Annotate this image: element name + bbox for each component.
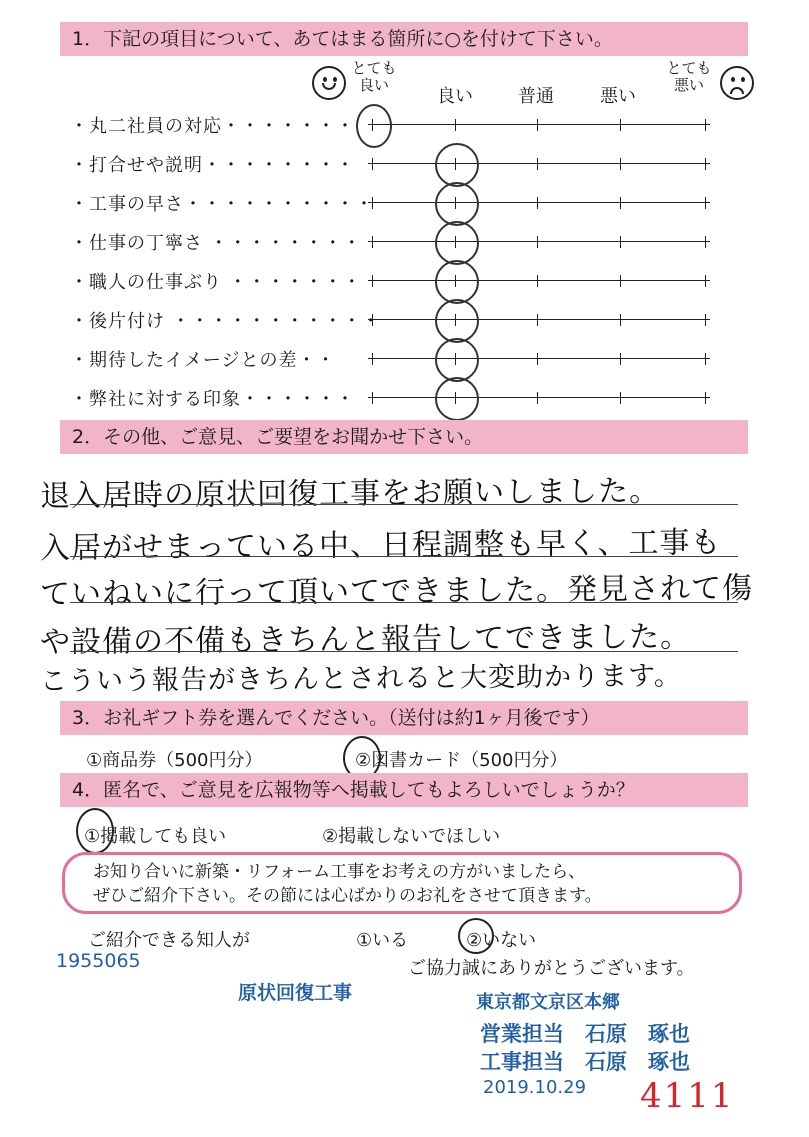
rating-scale-line <box>368 319 710 320</box>
rating-tick-bad[interactable] <box>620 275 621 287</box>
rating-tick-very-good[interactable] <box>372 197 373 209</box>
rating-item-label: ・打合せや説明・・・・・・・・ <box>70 155 355 176</box>
referral-option-yes[interactable]: ①いる <box>356 930 409 951</box>
anonymous-option-allow[interactable]: ①掲載しても良い <box>84 826 227 847</box>
rating-tick-very-bad[interactable] <box>705 119 706 131</box>
scale-very-good: とても 良い <box>351 59 397 94</box>
referral-notice <box>62 852 742 914</box>
thanks-message: ご協力誠にありがとうございます。 <box>408 958 695 979</box>
rating-tick-average[interactable] <box>537 275 538 287</box>
section-1-header: 1．下記の項目について、あてはまる箇所に○を付けて下さい。 <box>60 22 748 56</box>
rating-scale-line <box>368 124 710 125</box>
rating-tick-average[interactable] <box>537 197 538 209</box>
rating-item-label: ・仕事の丁寧さ ・・・・・・・・ <box>70 233 362 254</box>
gift-option-gift-card[interactable]: ①商品券（500円分） <box>86 750 263 771</box>
rating-selection-circle <box>435 377 479 421</box>
rating-item-label: ・弊社に対する印象・・・・・・ <box>70 389 355 410</box>
rating-tick-bad[interactable] <box>620 119 621 131</box>
sales-rep-stamp: 営業担当 石原 琢也 <box>480 1022 690 1046</box>
gift-option-book-card[interactable]: ②図書カード（500円分） <box>355 750 568 771</box>
job-type: 原状回復工事 <box>238 982 353 1004</box>
comment-rule <box>70 556 738 557</box>
rating-tick-average[interactable] <box>537 314 538 326</box>
rating-tick-average[interactable] <box>537 236 538 248</box>
selection-circle <box>458 918 494 954</box>
comment-rule <box>70 602 738 603</box>
rating-tick-very-bad[interactable] <box>705 392 706 404</box>
selection-circle <box>76 808 114 854</box>
section-2-header: 2．その他、ご意見、ご要望をお聞かせ下さい。 <box>60 420 748 454</box>
rating-selection-circle <box>435 299 479 343</box>
comment-rule <box>70 504 738 505</box>
rating-selection-circle <box>435 221 479 265</box>
scale-good: 良い <box>437 86 473 107</box>
rating-tick-average[interactable] <box>537 392 538 404</box>
comment-line-3: ていねいに行って頂いてできました。発見されて傷 <box>39 570 754 613</box>
comment-line-1: 退入居時の原状回復工事をお願いしました。 <box>39 473 661 515</box>
rating-tick-bad[interactable] <box>620 197 621 209</box>
construction-rep-stamp: 工事担当 石原 琢也 <box>480 1050 690 1074</box>
rating-tick-very-bad[interactable] <box>705 314 706 326</box>
rating-tick-average[interactable] <box>537 353 538 365</box>
rating-tick-very-good[interactable] <box>372 236 373 248</box>
rating-tick-very-good[interactable] <box>372 353 373 365</box>
rating-scale-line <box>368 280 710 281</box>
scale-very-bad: とても 悪い <box>666 59 712 94</box>
rating-scale-line <box>368 397 710 398</box>
rating-selection-circle <box>435 338 479 382</box>
rating-scale-line <box>368 241 710 242</box>
rating-tick-bad[interactable] <box>620 314 621 326</box>
rating-tick-good[interactable] <box>455 119 456 131</box>
section-4-header: 4．匿名で、ご意見を広報物等へ掲載してもよろしいでしょうか？ <box>60 773 748 807</box>
rating-tick-very-bad[interactable] <box>705 158 706 170</box>
rating-item-label: ・工事の早さ・・・・・・・・・・ <box>70 194 374 215</box>
rating-item-label: ・期待したイメージとの差・・ <box>70 350 336 371</box>
rating-scale-line <box>368 163 710 164</box>
rating-scale-line <box>368 358 710 359</box>
referral-line-1: お知り合いに新築・リフォーム工事をお考えの方がいましたら、 <box>93 862 586 882</box>
rating-tick-bad[interactable] <box>620 392 621 404</box>
rating-tick-very-bad[interactable] <box>705 353 706 365</box>
rating-tick-very-good[interactable] <box>372 392 373 404</box>
rating-tick-bad[interactable] <box>620 353 621 365</box>
rating-tick-very-good[interactable] <box>372 275 373 287</box>
rating-item-label: ・丸二社員の対応・・・・・・・ <box>70 116 355 137</box>
comment-line-2: 入居がせまっている中、日程調整も早く、工事も <box>39 525 722 567</box>
handwritten-number: 4111 <box>640 1076 735 1116</box>
address-stamp: 東京都文京区本郷 <box>476 992 620 1013</box>
date-stamp: 2019.10.29 <box>483 1077 587 1098</box>
rating-tick-very-good[interactable] <box>372 314 373 326</box>
section-3-header: 3．お礼ギフト券を選んでください。（送付は約1ヶ月後です） <box>60 701 748 735</box>
rating-item-label: ・後片付け ・・・・・・・・・・・ <box>70 311 381 332</box>
rating-selection-circle <box>435 143 479 187</box>
rating-tick-very-good[interactable] <box>372 158 373 170</box>
rating-tick-bad[interactable] <box>620 158 621 170</box>
referral-line-2: ぜひご紹介下さい。その節には心ばかりのお礼をさせて頂きます。 <box>93 886 602 906</box>
rating-selection-circle <box>435 260 479 304</box>
comment-line-4: や設備の不備もきちんと報告してできました。 <box>39 619 692 661</box>
scale-bad: 悪い <box>600 86 636 107</box>
comment-rule <box>70 651 738 652</box>
rating-selection-circle <box>356 104 392 148</box>
comment-line-5: こういう報告がきちんとされると大変助かります。 <box>39 660 682 698</box>
rating-tick-very-bad[interactable] <box>705 197 706 209</box>
rating-item-label: ・職人の仕事ぶり ・・・・・・・ <box>70 272 362 293</box>
rating-scale-line <box>368 202 710 203</box>
rating-tick-average[interactable] <box>537 158 538 170</box>
rating-tick-very-bad[interactable] <box>705 275 706 287</box>
customer-id: 1955065 <box>56 950 141 972</box>
anonymous-option-decline[interactable]: ②掲載しないでほしい <box>322 826 501 847</box>
rating-selection-circle <box>435 182 479 226</box>
smiley-face-icon <box>312 66 346 100</box>
rating-tick-average[interactable] <box>537 119 538 131</box>
frowning-face-icon <box>720 66 754 100</box>
rating-tick-bad[interactable] <box>620 236 621 248</box>
scale-average: 普通 <box>518 86 554 107</box>
referral-question: ご紹介できる知人が <box>88 930 250 951</box>
rating-tick-very-bad[interactable] <box>705 236 706 248</box>
referral-option-no[interactable]: ②いない <box>466 930 537 951</box>
